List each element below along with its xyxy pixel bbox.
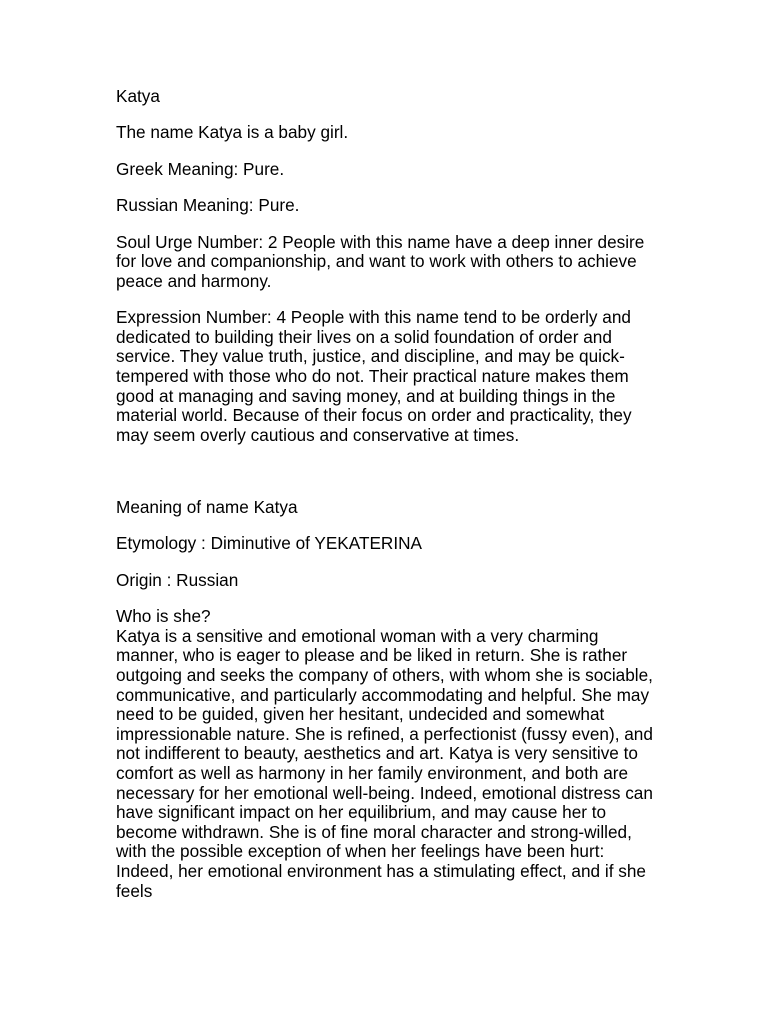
section-spacer [116,462,656,498]
expression-paragraph: Expression Number: 4 People with this name tend to be orderly and dedicated to building their lives on a solid foundation of order and service. They value truth, justice, and discipline, and may be quick-tempered with those who do not. Their practical nature makes them good at managing and saving money, and at building things in the material world. Because of their focus on order and practicality, they may seem overly cautious and conservative at times. [116,307,632,445]
russian-meaning: Russian Meaning: Pure. [116,195,300,216]
etymology-line: Etymology : Diminutive of YEKATERINA [116,533,422,554]
greek-meaning: Greek Meaning: Pure. [116,158,285,179]
document-title: Katya [116,86,160,106]
origin-line: Origin : Russian [116,569,239,590]
intro-text: The name Katya is a baby girl. [116,122,349,143]
meaning-heading: Meaning of name Katya [116,497,298,518]
who-heading: Who is she? [116,606,211,627]
who-paragraph: Katya is a sensitive and emotional woman with a very charming manner, who is eager to please and be liked in return. She is rather outgoing and seeks the company of others, with whom she is sociable, communicative, and particularly accommodating and helpful. She may need to be guided, given her hesitant, undecided and somewhat impressionable nature. She is refined, a perfectionist (fussy even), and not indifferent to beauty, aesthetics and art. Katya is very sensitive to comfort as well as harmony in her family environment, and both are necessary for her emotional well-being. Indeed, emotional distress can have significant impact on her equilibrium, and may cause her to become withdrawn. She is of fine moral character and strong-willed, with the possible exception of when her feelings have been hurt: Indeed, her emotional environment has a stimulating effect, and if she feels [116,625,653,901]
soul-urge-paragraph: Soul Urge Number: 2 People with this name have a deep inner desire for love and companionship, and want to work with others to achieve peace and harmony. [116,231,645,291]
document-page [116,87,656,901]
